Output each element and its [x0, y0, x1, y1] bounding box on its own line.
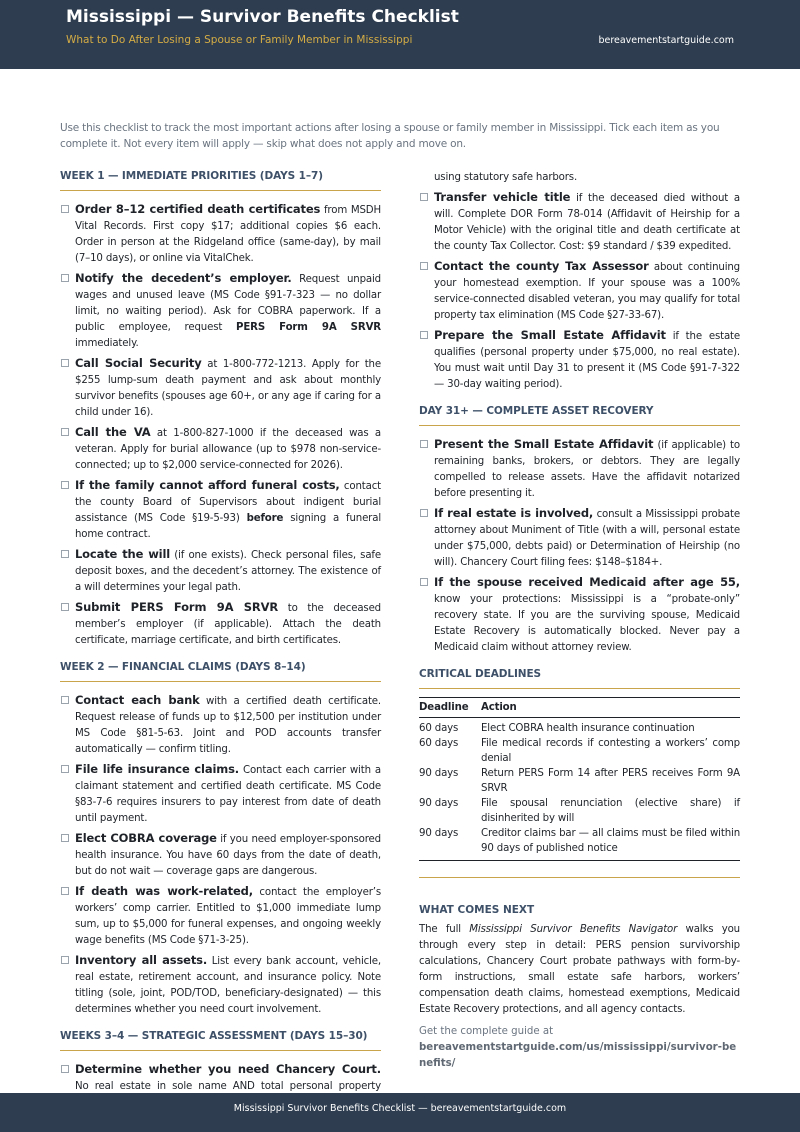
checkbox[interactable]: [61, 274, 69, 282]
checkbox[interactable]: [61, 956, 69, 964]
item-lead: If death was work-related,: [75, 884, 253, 898]
item-text: (if applicable) to remaining banks, brokers, or debtors. They are legally compelled to release assets. Have the affidavit notarized before presenting it.: [434, 440, 740, 499]
checkbox[interactable]: [61, 481, 69, 489]
checklist-item[interactable]: [60, 355, 381, 421]
deadline-cell: 90 days: [419, 768, 459, 779]
header-site-link[interactable]: bereavementstartguide.com: [598, 35, 734, 46]
item-emphasis: before: [246, 513, 284, 524]
item-lead: Transfer vehicle title: [434, 190, 571, 204]
item-text: about continuing your homestead exemption. If your spouse was a 100% service-connected disabled veteran, you may qualify for total property tax elimination (MS Code §27-33-67).: [434, 262, 740, 321]
section-heading-day31: DAY 31+ — COMPLETE ASSET RECOVERY: [419, 405, 740, 426]
checklist-item[interactable]: [419, 327, 740, 393]
item-lead: Contact each bank: [75, 693, 200, 707]
item-text: signing a funeral home contract.: [75, 513, 381, 540]
item-text: if the deceased died without a will. Complete DOR Form 78-014 (Affidavit of Heirship for a Motor Vehicle) with the original title and death certificate at the county Tax Collector. Cost: $9 standard / $39 expedited.: [434, 193, 740, 252]
right-column: [419, 170, 740, 1072]
checklist-item[interactable]: [60, 424, 381, 474]
section-heading-week1: WEEK 1 — IMMEDIATE PRIORITIES (DAYS 1–7): [60, 170, 381, 191]
checkbox[interactable]: [420, 578, 428, 586]
item-text: at 1-800-772-1213. Apply for the $255 lump-sum death payment and ask about monthly survivor benefits (spouses age 60+, or any age if caring for a child under 16).: [75, 359, 381, 418]
item-text: at 1-800-827-1000 if the deceased was a veteran. Apply for burial allowance (up to $978 non-service-connected; up to $2,000 service-connected for 2026).: [75, 428, 381, 471]
checkbox[interactable]: [61, 205, 69, 213]
guide-link[interactable]: bereavementstartguide.com/us/mississippi/survivor-benefits/: [419, 1042, 737, 1069]
checklist-item[interactable]: [419, 505, 740, 571]
checklist-item[interactable]: [60, 761, 381, 827]
item-lead: Submit PERS Form 9A SRVR: [75, 600, 279, 614]
item-text: to the deceased member’s employer (if applicable). Attach the death certificate, marriage certificate, and birth certificates.: [75, 603, 382, 646]
checkbox[interactable]: [61, 765, 69, 773]
next-text: walks you through every step in detail: PERS pension survivorship calculations, Chancery Court probate pathways with form-by-form instructions, small estate safe harbors, workers’ compensation death claims, homestead exemptions, Medicaid Estate Recovery protections, and all agency contacts.: [419, 924, 740, 1015]
item-emphasis: PERS Form 9A SRVR: [236, 322, 381, 333]
item-lead: Elect COBRA coverage: [75, 831, 217, 845]
item-text: contact the employer’s workers’ comp carrier. Entitled to $1,000 immediate lump sum, up to $5,000 for funeral expenses, and ongoing weekly wage benefits (MS Code §71-3-25).: [75, 887, 381, 946]
action-cell: File medical records if contesting a workers’ comp denial: [481, 738, 740, 764]
checklist-item[interactable]: [60, 883, 381, 949]
checkbox[interactable]: [61, 1065, 69, 1073]
checklist-item[interactable]: [60, 270, 381, 352]
checkbox[interactable]: [420, 509, 428, 517]
deadline-cell: 60 days: [419, 723, 459, 734]
checkbox[interactable]: [420, 193, 428, 201]
checkbox[interactable]: [420, 331, 428, 339]
checklist-item[interactable]: [419, 436, 740, 502]
page-subtitle: What to Do After Losing a Spouse or Family Member in Mississippi: [66, 34, 413, 46]
checklist-item[interactable]: [60, 952, 381, 1018]
checkbox[interactable]: [61, 550, 69, 558]
section-heading-next: WHAT COMES NEXT: [419, 904, 535, 916]
item-text: if the estate qualifies (personal property under $75,000, no real estate). You must wait until Day 31 to present it (MS Code §91-7-322 — 30-day waiting period).: [434, 331, 740, 390]
item-text: List every bank account, vehicle, real estate, retirement account, and insurance policy. Note titling (sole, joint, POD/TOD, beneficiary-designated) — this determines whether you need court involvement.: [75, 956, 382, 1015]
action-cell: Elect COBRA health insurance continuation: [481, 723, 695, 734]
checkbox[interactable]: [61, 359, 69, 367]
page-header: [0, 0, 800, 69]
table-row: [419, 736, 740, 766]
item-text: Request unpaid wages and unused leave (MS Code §91-7-323 — no dollar limit, no waiting period). Ask for COBRA paperwork. If a public employee, request: [75, 274, 381, 333]
item-text: with a certified death certificate. Request release of funds up to $12,500 per institution under MS Code §81-5-63. Joint and POD accounts transfer automatically — confirm titling.: [75, 696, 381, 755]
checklist-item[interactable]: [60, 599, 381, 649]
item-text: Contact each carrier with a claimant statement and certified death certificate. MS Code §83-7-6 requires insurers to pay interest from date of death until payment.: [75, 765, 381, 824]
checklist-item[interactable]: [419, 574, 740, 656]
item-text: if you need employer-sponsored health insurance. You have 60 days from the date of death, but do not wait — coverage gaps are dangerous.: [75, 834, 381, 877]
deadline-cell: 60 days: [419, 738, 459, 749]
item-lead: Determine whether you need Chancery Court.: [75, 1062, 381, 1076]
checkbox[interactable]: [61, 696, 69, 704]
deadlines-table: [419, 697, 740, 861]
checkbox[interactable]: [420, 440, 428, 448]
item-text: contact the county Board of Supervisors about indigent burial assistance (MS Code §19-5-93): [75, 481, 381, 524]
item-text: (if one exists). Check personal files, safe deposit boxes, and the decedent’s attorney. The existence of a will determines your legal path.: [75, 550, 381, 593]
table-header-row: [419, 698, 740, 718]
checkbox[interactable]: [420, 262, 428, 270]
deadline-cell: 90 days: [419, 798, 459, 809]
checkbox[interactable]: [61, 887, 69, 895]
guide-label: Get the complete guide at: [419, 1026, 554, 1037]
item-lead: Call Social Security: [75, 356, 202, 370]
action-cell: Return PERS Form 14 after PERS receives Form 9A SRVR: [481, 768, 740, 794]
item-continuation: using statutory safe harbors.: [434, 172, 578, 183]
section-heading-week2: WEEK 2 — FINANCIAL CLAIMS (DAYS 8–14): [60, 661, 381, 682]
section-heading-deadlines: CRITICAL DEADLINES: [419, 668, 740, 689]
product-name: Mississippi Survivor Benefits Navigator: [469, 924, 678, 935]
page-footer: Mississippi Survivor Benefits Checklist — bereavementstartguide.com: [0, 1093, 800, 1132]
table-row: [419, 796, 740, 826]
item-text: No real estate in sole name AND total personal property: [75, 1081, 381, 1092]
page-title: Mississippi — Survivor Benefits Checklist: [66, 7, 459, 27]
item-lead: Prepare the Small Estate Affidavit: [434, 328, 666, 342]
table-row: [419, 766, 740, 796]
deadline-cell: 90 days: [419, 826, 481, 861]
item-text: immediately.: [75, 338, 139, 349]
checkbox[interactable]: [61, 603, 69, 611]
checklist-item[interactable]: [60, 692, 381, 758]
action-cell: Creditor claims bar — all claims must be filed within 90 days of published notice: [481, 826, 740, 861]
item-lead: Locate the will: [75, 547, 171, 561]
next-text: The full: [419, 924, 470, 935]
left-column: [60, 170, 381, 1130]
section-divider: [419, 877, 740, 878]
item-lead: Inventory all assets.: [75, 953, 208, 967]
item-lead: Notify the decedent’s employer.: [75, 271, 292, 285]
action-cell: File spousal renunciation (elective share) if disinherited by will: [481, 798, 740, 824]
item-lead: Contact the county Tax Assessor: [434, 259, 649, 273]
checklist-item[interactable]: [419, 258, 740, 324]
item-lead: If the family cannot afford funeral costs,: [75, 478, 340, 492]
item-lead: Call the VA: [75, 425, 151, 439]
item-lead: File life insurance claims.: [75, 762, 239, 776]
column-header-action: Action: [481, 698, 740, 718]
intro-text: Use this checklist to track the most important actions after losing a spouse or family member in Mississippi. Tick each item as you complete it. Not every item will apply — skip what does not apply and move on.: [60, 122, 720, 150]
checklist-item[interactable]: [60, 546, 381, 596]
checklist-item[interactable]: [419, 189, 740, 255]
checklist-item[interactable]: [60, 201, 381, 267]
checklist-item[interactable]: [60, 830, 381, 880]
table-row: [419, 718, 740, 737]
item-lead: Order 8–12 certified death certificates: [75, 202, 321, 216]
checkbox[interactable]: [61, 428, 69, 436]
item-text: consult a Mississippi probate attorney about Muniment of Title (with a will, personal estate under $75,000, debts paid) or Determination of Heirship (no will). Chancery Court filing fees: $148–$184+.: [434, 509, 740, 568]
checkbox[interactable]: [61, 834, 69, 842]
table-row: [419, 826, 740, 861]
column-header-deadline: Deadline: [419, 698, 481, 718]
checklist-item[interactable]: [60, 477, 381, 543]
section-heading-week34: WEEKS 3–4 — STRATEGIC ASSESSMENT (DAYS 15–30): [60, 1030, 381, 1051]
item-text: from MSDH Vital Records. First copy $17; additional copies $6 each. Order in person at the Ridgeland office (same-day), by mail (7–10 days), or online via VitalChek.: [75, 205, 381, 264]
item-lead: If real estate is involved,: [434, 506, 594, 520]
item-lead: Present the Small Estate Affidavit: [434, 437, 654, 451]
item-text: know your protections: Mississippi is a “probate-only” recovery state. If you are the surviving spouse, Medicaid Estate Recovery is automatically blocked. Never pay a Medicaid claim without attorney review.: [434, 594, 740, 653]
item-lead: If the spouse received Medicaid after age 55,: [434, 575, 740, 589]
next-paragraph: [419, 922, 740, 1018]
